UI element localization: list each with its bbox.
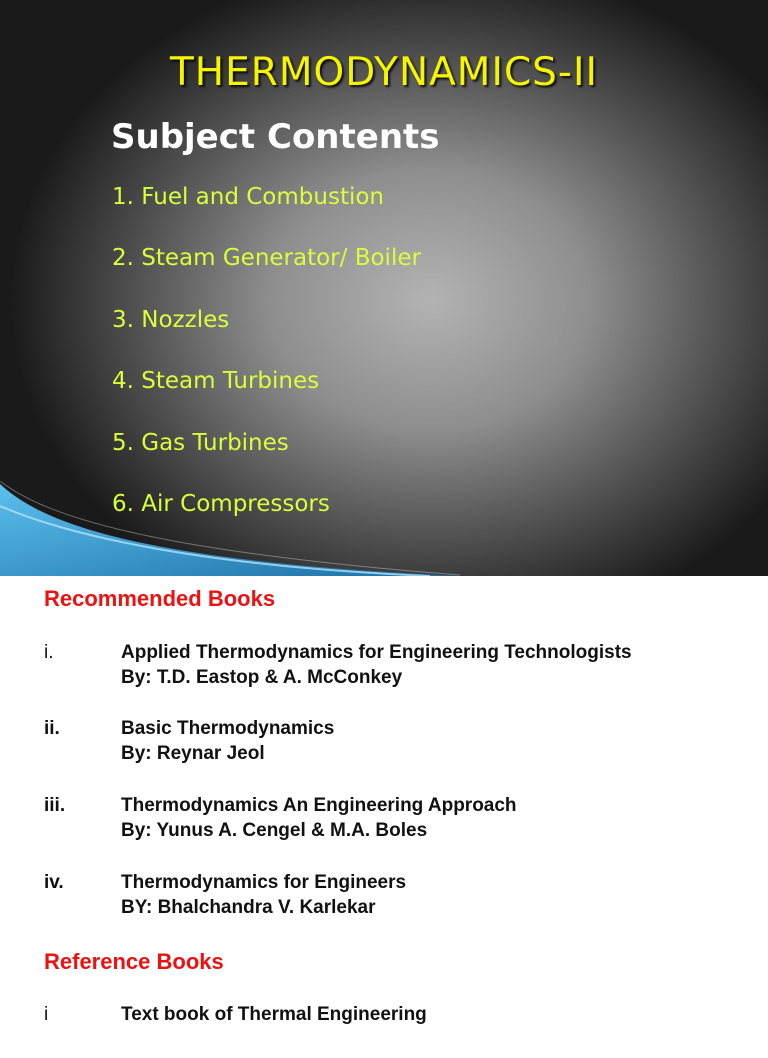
book-author: By: Reynar Jeol [121, 743, 265, 764]
topic-number: 4. [112, 368, 134, 395]
topic-item [112, 184, 421, 245]
book-title: Applied Thermodynamics for Engineering Technologists [121, 642, 632, 663]
book-index: i [44, 1004, 49, 1025]
topic-item [112, 245, 421, 306]
book-entry [44, 795, 744, 849]
topic-item [112, 307, 421, 368]
topic-label: Steam Turbines [141, 368, 320, 395]
slide-subtitle: Subject Contents [111, 117, 440, 157]
book-list-section [0, 576, 768, 1024]
book-title: Thermodynamics for Engineers [121, 872, 407, 893]
book-entry [44, 642, 744, 696]
book-entry [44, 872, 744, 926]
book-title: Text book of Thermal Engineering [121, 1004, 427, 1025]
topic-label: Air Compressors [141, 490, 330, 517]
book-index: iv. [44, 872, 64, 893]
topic-number: 3. [112, 306, 134, 333]
topic-number: 6. [112, 490, 134, 517]
recommended-books-heading: Recommended Books [44, 586, 276, 611]
topic-number: 1. [112, 184, 134, 210]
book-index: ii. [44, 718, 60, 739]
book-author: BY: Bhalchandra V. Karlekar [121, 897, 376, 918]
book-entry [44, 718, 744, 772]
book-entry [44, 1004, 744, 1058]
book-index: i. [44, 642, 54, 663]
topic-number: 5. [112, 429, 134, 456]
book-author: By: Yunus A. Cengel & M.A. Boles [121, 820, 428, 841]
book-index: iii. [44, 795, 66, 816]
book-author: By: T.D. Eastop & A. McConkey [121, 667, 403, 688]
reference-books-heading: Reference Books [44, 949, 224, 974]
book-title: Thermodynamics An Engineering Approach [121, 795, 517, 816]
topic-label: Steam Generator/ Boiler [141, 245, 421, 272]
book-title: Basic Thermodynamics [121, 718, 335, 739]
wave-decoration-graphic [0, 481, 460, 576]
topic-label: Fuel and Combustion [141, 184, 385, 210]
topic-label: Nozzles [141, 306, 230, 333]
slide-title: THERMODYNAMICS-II [169, 50, 599, 95]
topic-label: Gas Turbines [141, 429, 289, 456]
topic-number: 2. [112, 245, 134, 272]
topic-item [112, 368, 421, 429]
